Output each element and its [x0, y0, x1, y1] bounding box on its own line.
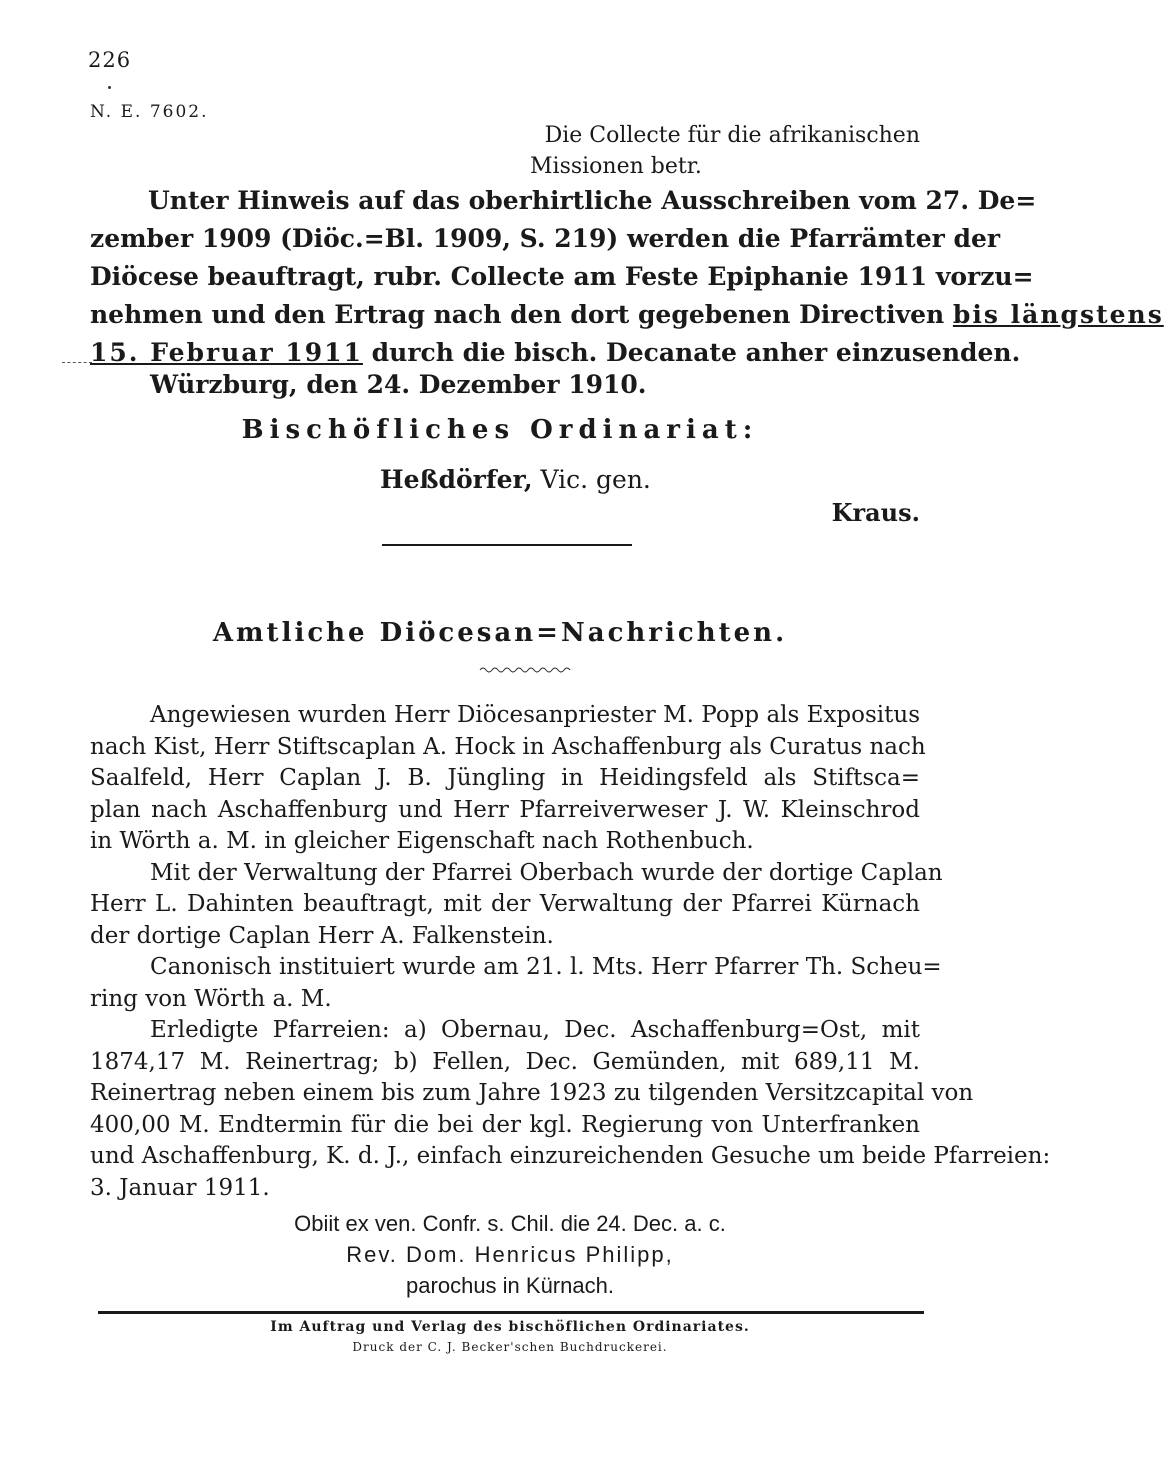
decree-line: [90, 334, 1021, 372]
signature-vicar-general: [380, 465, 651, 494]
page-number: 226: [88, 48, 132, 72]
issuing-authority: Bischöfliches Ordinariat:: [241, 415, 759, 445]
section-divider: [382, 544, 632, 546]
printer-line: Druck der C. J. Becker'schen Buchdruckerei.: [352, 1340, 668, 1354]
subject-line-1: Die Collecte für die afrikanischen: [544, 123, 920, 148]
publisher-line: Im Auftrag und Verlag des bischöflichen Ordinariates.: [270, 1319, 750, 1335]
section-title: Amtliche Diöcesan=Nachrichten.: [212, 618, 788, 648]
subject-heading: [530, 120, 920, 182]
decree-line: [90, 296, 1164, 334]
signature-name: Heßdörfer,: [380, 465, 533, 494]
body-line: ring von Wörth a. M.: [90, 985, 332, 1012]
handwritten-underline-text: bis längstens: [952, 300, 1164, 329]
handwritten-underline-text: 15. Februar 1911: [90, 338, 363, 367]
ornament-divider: [480, 666, 570, 674]
body-line: Herr L. Dahinten beauftragt, mit der Verwaltung der Pfarrei Kürnach: [90, 891, 920, 917]
print-speck: [108, 86, 111, 89]
body-line: nach Kist, Herr Stiftscaplan A. Hock in Aschaffenburg als Curatus nach: [90, 733, 926, 760]
obituary-name: Rev. Dom. Henricus Philipp,: [346, 1242, 674, 1267]
obituary-line-3: parochus in Kürnach.: [406, 1273, 614, 1298]
decree-line: Unter Hinweis auf das oberhirtliche Ausschreiben vom 27. De=: [148, 186, 1037, 215]
body-line: 3. Januar 1911.: [90, 1174, 270, 1201]
pencil-mark: [62, 362, 92, 363]
news-body: [90, 700, 1051, 1204]
body-line: in Wörth a. M. in gleicher Eigenschaft nach Rothenbuch.: [90, 828, 754, 854]
body-line: 1874,17 M. Reinertrag; b) Fellen, Dec. Gemünden, mit 689,11 M.: [90, 1048, 920, 1075]
reference-number: N. E. 7602.: [90, 102, 209, 122]
subject-line-2: Missionen betr.: [530, 154, 702, 179]
body-line: Angewiesen wurden Herr Diöcesanpriester M. Popp als Expositus: [150, 702, 920, 728]
body-line: und Aschaffenburg, K. d. J., einfach einzureichenden Gesuche um beide Pfarreien:: [90, 1143, 1051, 1169]
decree-paragraph: [90, 182, 1164, 372]
signature-kraus: Kraus.: [831, 498, 920, 527]
body-line: plan nach Aschaffenburg und Herr Pfarreiverweser J. W. Kleinschrod: [90, 796, 920, 823]
decree-line: Diöcese beauftragt, rubr. Collecte am Feste Epiphanie 1911 vorzu=: [90, 262, 1034, 291]
decree-line: zember 1909 (Diöc.=Bl. 1909, S. 219) werden die Pfarrämter der: [90, 224, 1001, 253]
body-line: der dortige Caplan Herr A. Falkenstein.: [90, 922, 554, 949]
signature-title: Vic. gen.: [532, 465, 651, 494]
body-line: Canonisch instituiert wurde am 21. l. Mts. Herr Pfarrer Th. Scheu=: [150, 954, 942, 980]
body-line: Reinertrag neben einem bis zum Jahre 1923 zu tilgenden Versitzcapital von: [90, 1080, 974, 1106]
body-line: Erledigte Pfarreien: a) Obernau, Dec. Aschaffenburg=Ost, mit: [150, 1017, 920, 1043]
obituary-notice: [150, 1208, 870, 1301]
place-date: Würzburg, den 24. Dezember 1910.: [150, 370, 647, 399]
footer-rule: [98, 1311, 924, 1314]
body-line: Mit der Verwaltung der Pfarrei Oberbach wurde der dortige Caplan: [150, 859, 943, 886]
obituary-line-1: Obiit ex ven. Confr. s. Chil. die 24. Dec. a. c.: [294, 1211, 726, 1236]
body-line: 400,00 M. Endtermin für die bei der kgl. Regierung von Unterfranken: [90, 1111, 920, 1138]
body-line: Saalfeld, Herr Caplan J. B. Jüngling in Heidingsfeld als Stiftsca=: [90, 765, 920, 791]
decree-line-text: durch die bisch. Decanate anher einzusenden.: [362, 338, 1021, 367]
decree-line-text: nehmen und den Ertrag nach den dort gegebenen Directiven: [90, 300, 953, 329]
